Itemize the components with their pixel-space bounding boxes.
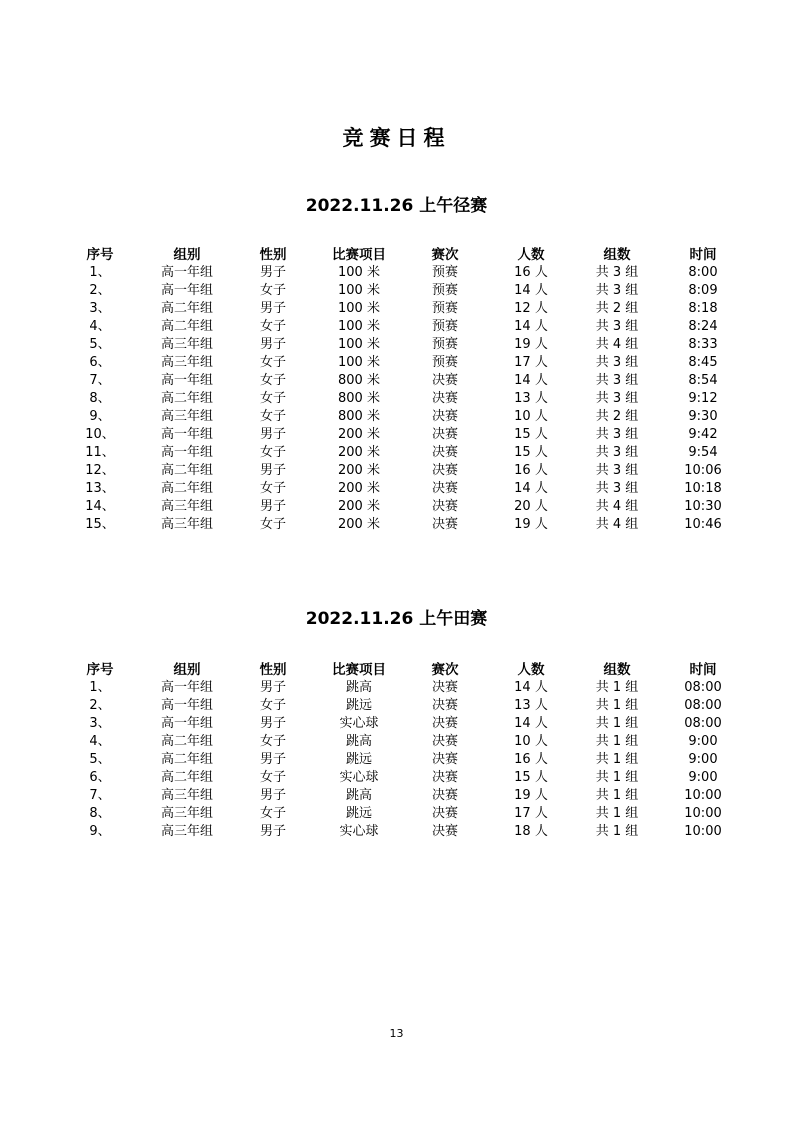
table-cell: 10:18: [684, 481, 722, 496]
table-row: [56, 444, 746, 462]
table-cell: 共 3 组: [595, 319, 639, 334]
table-cell: 实心球: [339, 824, 379, 839]
table-cell: 200 米: [338, 445, 380, 460]
table-cell: 高一年组: [160, 373, 213, 388]
table-cell: 12 人: [514, 301, 548, 316]
table-cell: 5、: [89, 752, 111, 767]
table-cell: 9:00: [688, 734, 718, 749]
table-cell: 19 人: [514, 337, 548, 352]
table-cell: 男子: [259, 427, 286, 442]
table-cell: 共 3 组: [595, 355, 639, 370]
table-cell: 共 1 组: [595, 734, 639, 749]
table-cell: 高二年组: [160, 301, 213, 316]
table-cell: 08:00: [684, 716, 722, 731]
table-cell: 高三年组: [160, 409, 213, 424]
table-cell: 女子: [259, 734, 286, 749]
table-cell: 高三年组: [160, 824, 213, 839]
table-cell: 决赛: [431, 463, 458, 478]
table-cell: 预赛: [431, 337, 458, 352]
table-cell: 决赛: [431, 788, 458, 803]
table-cell: 女子: [259, 445, 286, 460]
table-cell: 高二年组: [160, 391, 213, 406]
table-cell: 共 3 组: [595, 427, 639, 442]
table-cell: 女子: [259, 409, 286, 424]
column-header: 序号: [86, 662, 114, 678]
table-cell: 18 人: [514, 824, 548, 839]
table-row: [56, 264, 746, 282]
table-row: [56, 516, 746, 534]
table-cell: 女子: [259, 355, 286, 370]
table-cell: 7、: [89, 788, 111, 803]
table-cell: 12、: [85, 463, 115, 478]
table-row: [56, 480, 746, 498]
table-cell: 预赛: [431, 301, 458, 316]
table-cell: 跳高: [345, 680, 372, 695]
column-header: 人数: [517, 662, 545, 678]
table-cell: 6、: [89, 770, 111, 785]
table-cell: 9、: [89, 409, 111, 424]
table-cell: 200 米: [338, 463, 380, 478]
table-cell: 共 3 组: [595, 445, 639, 460]
table-cell: 女子: [259, 391, 286, 406]
table-cell: 16 人: [514, 463, 548, 478]
table-cell: 男子: [259, 337, 286, 352]
table-cell: 100 米: [338, 301, 380, 316]
table-cell: 100 米: [338, 319, 380, 334]
table-cell: 高一年组: [160, 265, 213, 280]
table-cell: 3、: [89, 301, 111, 316]
table-row: [56, 715, 746, 733]
table-cell: 高一年组: [160, 680, 213, 695]
table-row: [56, 823, 746, 841]
table-cell: 共 1 组: [595, 770, 639, 785]
table-cell: 800 米: [338, 409, 380, 424]
field-table-header: [56, 661, 746, 679]
table-row: [56, 390, 746, 408]
table-row: [56, 300, 746, 318]
table-cell: 预赛: [431, 283, 458, 298]
table-cell: 200 米: [338, 499, 380, 514]
table-cell: 实心球: [339, 716, 379, 731]
table-cell: 9:42: [688, 427, 718, 442]
table-cell: 男子: [259, 680, 286, 695]
column-header: 人数: [517, 247, 545, 263]
table-cell: 共 1 组: [595, 806, 639, 821]
table-row: [56, 769, 746, 787]
table-cell: 女子: [259, 481, 286, 496]
table-cell: 高一年组: [160, 698, 213, 713]
table-cell: 16 人: [514, 752, 548, 767]
table-cell: 共 1 组: [595, 752, 639, 767]
table-cell: 男子: [259, 463, 286, 478]
table-cell: 决赛: [431, 824, 458, 839]
table-cell: 共 2 组: [595, 409, 639, 424]
table-cell: 7、: [89, 373, 111, 388]
field-table-body: [56, 679, 746, 841]
table-row: [56, 697, 746, 715]
table-cell: 高三年组: [160, 499, 213, 514]
table-cell: 200 米: [338, 481, 380, 496]
table-cell: 10:00: [684, 824, 722, 839]
table-row: [56, 408, 746, 426]
table-cell: 决赛: [431, 445, 458, 460]
table-cell: 决赛: [431, 752, 458, 767]
table-row: [56, 462, 746, 480]
column-header: 组别: [173, 247, 201, 263]
table-cell: 男子: [259, 788, 286, 803]
column-header: 组数: [603, 662, 631, 678]
table-cell: 100 米: [338, 355, 380, 370]
table-cell: 9:00: [688, 770, 718, 785]
table-cell: 11、: [85, 445, 115, 460]
table-cell: 共 2 组: [595, 301, 639, 316]
table-cell: 08:00: [684, 698, 722, 713]
table-cell: 1、: [89, 265, 111, 280]
table-cell: 女子: [259, 698, 286, 713]
table-row: [56, 318, 746, 336]
table-cell: 8、: [89, 806, 111, 821]
column-header: 性别: [259, 247, 287, 263]
table-cell: 共 1 组: [595, 716, 639, 731]
table-cell: 女子: [259, 517, 286, 532]
table-cell: 15、: [85, 517, 115, 532]
field-header-row: [56, 661, 746, 679]
table-cell: 9:30: [688, 409, 718, 424]
table-cell: 预赛: [431, 265, 458, 280]
table-cell: 10:06: [684, 463, 722, 478]
table-cell: 14 人: [514, 716, 548, 731]
table-cell: 100 米: [338, 337, 380, 352]
table-cell: 10、: [85, 427, 115, 442]
page-number: 13: [389, 1027, 404, 1040]
page-title: 竞赛日程: [342, 126, 451, 150]
table-cell: 跳高: [345, 734, 372, 749]
table-cell: 男子: [259, 752, 286, 767]
table-cell: 女子: [259, 806, 286, 821]
table-cell: 决赛: [431, 373, 458, 388]
track-section-title: 2022.11.26 上午径赛: [305, 196, 488, 216]
table-cell: 共 3 组: [595, 463, 639, 478]
table-cell: 跳远: [345, 698, 372, 713]
table-cell: 10 人: [514, 734, 548, 749]
table-cell: 决赛: [431, 734, 458, 749]
table-cell: 2、: [89, 283, 111, 298]
table-cell: 女子: [259, 283, 286, 298]
table-cell: 高三年组: [160, 337, 213, 352]
table-cell: 共 3 组: [595, 283, 639, 298]
table-cell: 8:45: [688, 355, 718, 370]
table-cell: 高一年组: [160, 716, 213, 731]
table-cell: 高二年组: [160, 463, 213, 478]
table-cell: 共 3 组: [595, 373, 639, 388]
table-row: [56, 372, 746, 390]
field-schedule-table: [56, 661, 746, 841]
table-cell: 08:00: [684, 680, 722, 695]
table-cell: 共 4 组: [595, 499, 639, 514]
column-header: 组数: [603, 247, 631, 263]
table-cell: 15 人: [514, 445, 548, 460]
table-cell: 8:00: [688, 265, 718, 280]
table-cell: 4、: [89, 319, 111, 334]
table-cell: 17 人: [514, 355, 548, 370]
table-cell: 14 人: [514, 373, 548, 388]
table-cell: 14、: [85, 499, 115, 514]
table-cell: 高三年组: [160, 806, 213, 821]
table-cell: 19 人: [514, 517, 548, 532]
table-cell: 13 人: [514, 698, 548, 713]
table-cell: 14 人: [514, 283, 548, 298]
table-cell: 14 人: [514, 680, 548, 695]
column-header: 赛次: [431, 247, 459, 263]
table-cell: 200 米: [338, 427, 380, 442]
table-cell: 8:09: [688, 283, 718, 298]
table-cell: 决赛: [431, 499, 458, 514]
table-cell: 15 人: [514, 427, 548, 442]
table-row: [56, 426, 746, 444]
table-cell: 4、: [89, 734, 111, 749]
table-cell: 高一年组: [160, 427, 213, 442]
table-cell: 跳高: [345, 788, 372, 803]
column-header: 性别: [259, 662, 287, 678]
table-cell: 预赛: [431, 319, 458, 334]
column-header: 比赛项目: [332, 662, 386, 678]
table-cell: 高二年组: [160, 770, 213, 785]
table-cell: 女子: [259, 373, 286, 388]
table-cell: 共 3 组: [595, 391, 639, 406]
table-cell: 共 3 组: [595, 481, 639, 496]
table-cell: 9:00: [688, 752, 718, 767]
table-cell: 8:24: [688, 319, 718, 334]
table-cell: 19 人: [514, 788, 548, 803]
table-cell: 跳远: [345, 806, 372, 821]
column-header: 组别: [173, 662, 201, 678]
table-cell: 决赛: [431, 391, 458, 406]
table-cell: 高一年组: [160, 445, 213, 460]
table-cell: 800 米: [338, 373, 380, 388]
table-cell: 200 米: [338, 517, 380, 532]
table-cell: 共 4 组: [595, 517, 639, 532]
table-row: [56, 805, 746, 823]
column-header: 比赛项目: [332, 247, 386, 263]
table-cell: 20 人: [514, 499, 548, 514]
table-cell: 共 1 组: [595, 824, 639, 839]
table-cell: 2、: [89, 698, 111, 713]
column-header: 赛次: [431, 662, 459, 678]
table-cell: 100 米: [338, 283, 380, 298]
table-cell: 100 米: [338, 265, 380, 280]
table-row: [56, 354, 746, 372]
table-cell: 6、: [89, 355, 111, 370]
column-header: 序号: [86, 247, 114, 263]
table-cell: 16 人: [514, 265, 548, 280]
table-cell: 10:30: [684, 499, 722, 514]
table-cell: 13 人: [514, 391, 548, 406]
track-header-row: [56, 246, 746, 264]
table-cell: 5、: [89, 337, 111, 352]
table-cell: 决赛: [431, 427, 458, 442]
table-cell: 8、: [89, 391, 111, 406]
column-header: 时间: [689, 662, 717, 678]
table-cell: 男子: [259, 499, 286, 514]
table-cell: 高二年组: [160, 481, 213, 496]
table-cell: 9:54: [688, 445, 718, 460]
table-cell: 决赛: [431, 680, 458, 695]
table-cell: 10:00: [684, 788, 722, 803]
table-cell: 高二年组: [160, 734, 213, 749]
table-cell: 15 人: [514, 770, 548, 785]
table-cell: 决赛: [431, 481, 458, 496]
table-cell: 高三年组: [160, 355, 213, 370]
table-cell: 决赛: [431, 409, 458, 424]
table-cell: 17 人: [514, 806, 548, 821]
table-cell: 10:00: [684, 806, 722, 821]
table-cell: 决赛: [431, 517, 458, 532]
table-cell: 预赛: [431, 355, 458, 370]
table-row: [56, 751, 746, 769]
table-cell: 高二年组: [160, 319, 213, 334]
table-cell: 高三年组: [160, 517, 213, 532]
table-cell: 8:18: [688, 301, 718, 316]
table-cell: 男子: [259, 265, 286, 280]
track-table-body: [56, 264, 746, 534]
table-cell: 共 1 组: [595, 680, 639, 695]
table-cell: 8:54: [688, 373, 718, 388]
table-cell: 实心球: [339, 770, 379, 785]
table-row: [56, 498, 746, 516]
table-row: [56, 787, 746, 805]
table-cell: 10 人: [514, 409, 548, 424]
table-cell: 男子: [259, 301, 286, 316]
table-cell: 跳远: [345, 752, 372, 767]
table-cell: 高三年组: [160, 788, 213, 803]
table-cell: 10:46: [684, 517, 722, 532]
table-cell: 共 3 组: [595, 265, 639, 280]
table-cell: 13、: [85, 481, 115, 496]
table-row: [56, 679, 746, 697]
table-cell: 决赛: [431, 698, 458, 713]
track-schedule-table: [56, 246, 746, 534]
table-cell: 共 4 组: [595, 337, 639, 352]
table-cell: 8:33: [688, 337, 718, 352]
table-cell: 高一年组: [160, 283, 213, 298]
table-cell: 1、: [89, 680, 111, 695]
column-header: 时间: [689, 247, 717, 263]
table-cell: 女子: [259, 319, 286, 334]
table-cell: 共 1 组: [595, 698, 639, 713]
table-cell: 决赛: [431, 716, 458, 731]
table-cell: 14 人: [514, 319, 548, 334]
field-section-title: 2022.11.26 上午田赛: [305, 609, 488, 629]
table-cell: 女子: [259, 770, 286, 785]
table-row: [56, 282, 746, 300]
table-cell: 9:12: [688, 391, 718, 406]
table-cell: 决赛: [431, 770, 458, 785]
table-row: [56, 336, 746, 354]
table-cell: 高二年组: [160, 752, 213, 767]
table-cell: 3、: [89, 716, 111, 731]
table-cell: 决赛: [431, 806, 458, 821]
table-cell: 男子: [259, 716, 286, 731]
table-cell: 男子: [259, 824, 286, 839]
track-table-header: [56, 246, 746, 264]
table-cell: 800 米: [338, 391, 380, 406]
table-cell: 14 人: [514, 481, 548, 496]
table-cell: 9、: [89, 824, 111, 839]
table-row: [56, 733, 746, 751]
table-cell: 共 1 组: [595, 788, 639, 803]
